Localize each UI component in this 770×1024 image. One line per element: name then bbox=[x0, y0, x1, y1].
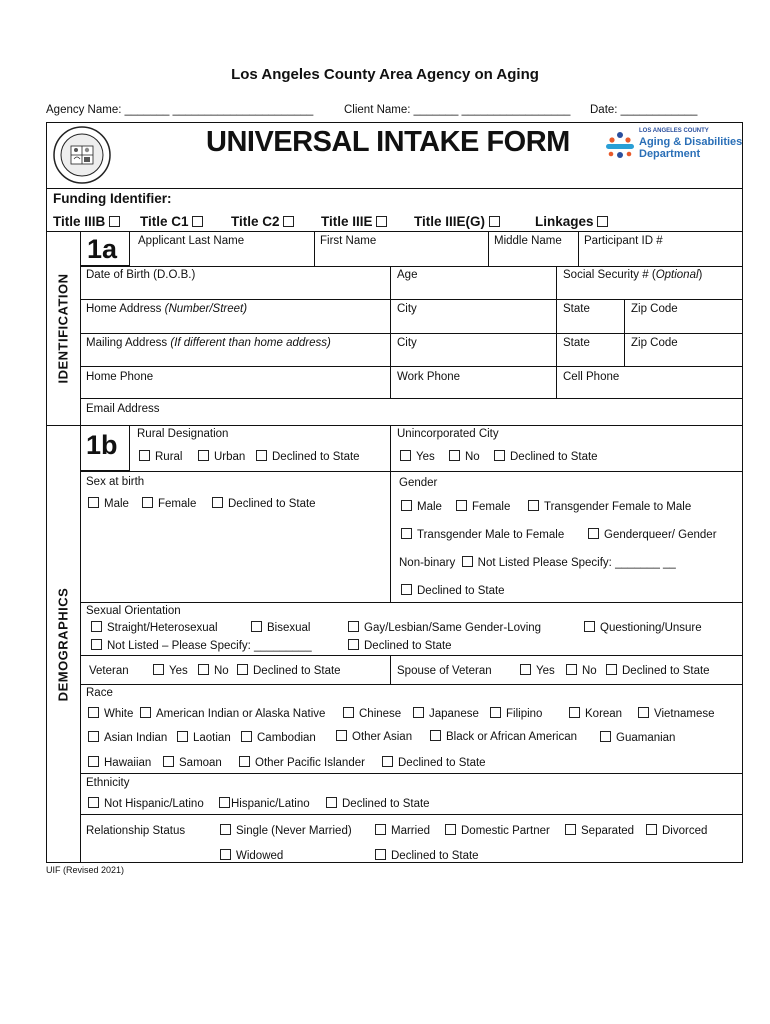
ethnicity-option-hispanic[interactable]: Hispanic/Latino bbox=[219, 797, 310, 811]
spouse-option-no[interactable]: No bbox=[566, 664, 597, 678]
sex-option-male[interactable]: Male bbox=[88, 497, 129, 511]
uninc-option-declined[interactable]: Declined to State bbox=[494, 450, 598, 464]
orientation-option-questioning[interactable]: Questioning/Unsure bbox=[584, 621, 702, 635]
home-state-field[interactable]: State bbox=[563, 303, 590, 315]
sex-option-female[interactable]: Female bbox=[142, 497, 196, 511]
gender-option-male[interactable]: Male bbox=[401, 500, 442, 514]
unincorporated-city-label: Unincorporated City bbox=[397, 428, 499, 440]
orientation-option-not-listed[interactable]: Not Listed – Please Specify: _________ bbox=[91, 639, 312, 653]
participant-id-field[interactable]: Participant ID # bbox=[584, 235, 663, 247]
spouse-of-veteran-label: Spouse of Veteran bbox=[397, 665, 492, 677]
relationship-option-separated[interactable]: Separated bbox=[565, 824, 634, 838]
race-label: Race bbox=[86, 687, 113, 699]
gender-option-trans-ftm[interactable]: Transgender Female to Male bbox=[528, 500, 691, 514]
race-option-japanese[interactable]: Japanese bbox=[413, 707, 479, 721]
section-1b-number: 1b bbox=[86, 430, 118, 460]
home-city-field[interactable]: City bbox=[397, 303, 417, 315]
spouse-option-declined[interactable]: Declined to State bbox=[606, 664, 710, 678]
dept-small-label: LOS ANGELES COUNTY bbox=[639, 128, 709, 134]
gender-option-genderqueer[interactable]: Genderqueer/ Gender bbox=[588, 528, 717, 542]
county-seal-icon bbox=[53, 126, 111, 184]
demographics-side-label: DEMOGRAPHICS bbox=[55, 587, 71, 702]
veteran-option-no[interactable]: No bbox=[198, 664, 229, 678]
sexual-orientation-label: Sexual Orientation bbox=[86, 605, 181, 617]
agency-name-field[interactable]: Agency Name: _______ ______________________ bbox=[46, 104, 314, 116]
gender-option-not-listed[interactable]: Non-binary Not Listed Please Specify: _______ __ bbox=[399, 557, 676, 569]
veteran-label: Veteran bbox=[89, 665, 129, 677]
spouse-option-yes[interactable]: Yes bbox=[520, 664, 555, 678]
race-option-chinese[interactable]: Chinese bbox=[343, 707, 401, 721]
first-name-field[interactable]: First Name bbox=[320, 235, 377, 247]
race-option-declined[interactable]: Declined to State bbox=[382, 756, 486, 770]
form-title: UNIVERSAL INTAKE FORM bbox=[206, 126, 570, 158]
funding-title-iiie[interactable]: Title IIIE bbox=[321, 214, 392, 230]
dob-field[interactable]: Date of Birth (D.O.B.) bbox=[86, 269, 196, 281]
orientation-option-gay[interactable]: Gay/Lesbian/Same Gender-Loving bbox=[348, 621, 541, 635]
org-title: Los Angeles County Area Agency on Aging bbox=[231, 66, 539, 83]
identification-side-label: IDENTIFICATION bbox=[55, 273, 71, 384]
ssn-field[interactable]: Social Security # (Optional) bbox=[563, 269, 703, 281]
cell-phone-field[interactable]: Cell Phone bbox=[563, 371, 620, 383]
race-option-filipino[interactable]: Filipino bbox=[490, 707, 542, 721]
funding-title-c1[interactable]: Title C1 bbox=[140, 214, 208, 230]
revision-note: UIF (Revised 2021) bbox=[46, 865, 125, 875]
date-field[interactable]: Date: ____________ bbox=[590, 104, 698, 116]
ethnicity-option-not-hispanic[interactable]: Not Hispanic/Latino bbox=[88, 797, 204, 811]
race-option-cambodian[interactable]: Cambodian bbox=[241, 731, 316, 745]
ethnicity-label: Ethnicity bbox=[86, 777, 130, 789]
gender-option-trans-mtf[interactable]: Transgender Male to Female bbox=[401, 528, 564, 542]
race-option-american-indian[interactable]: American Indian or Alaska Native bbox=[140, 707, 325, 721]
orientation-option-declined[interactable]: Declined to State bbox=[348, 639, 452, 653]
race-option-vietnamese[interactable]: Vietnamese bbox=[638, 707, 715, 721]
email-field[interactable]: Email Address bbox=[86, 403, 160, 415]
ad-department-logo-icon bbox=[604, 131, 636, 161]
race-option-asian-indian[interactable]: Asian Indian bbox=[88, 731, 167, 745]
sex-at-birth-label: Sex at birth bbox=[86, 476, 145, 488]
veteran-option-declined[interactable]: Declined to State bbox=[237, 664, 341, 678]
funding-title-iiieg[interactable]: Title IIIE(G) bbox=[414, 214, 505, 230]
applicant-last-name-field[interactable]: Applicant Last Name bbox=[138, 235, 245, 247]
home-zip-field[interactable]: Zip Code bbox=[631, 303, 678, 315]
section-1a-number: 1a bbox=[87, 234, 118, 264]
race-option-korean[interactable]: Korean bbox=[569, 707, 622, 721]
client-name-field[interactable]: Client Name: _______ _________________ bbox=[344, 104, 571, 116]
mailing-city-field[interactable]: City bbox=[397, 337, 417, 349]
rural-designation-label: Rural Designation bbox=[137, 428, 229, 440]
sex-option-declined[interactable]: Declined to State bbox=[212, 497, 316, 511]
mailing-zip-field[interactable]: Zip Code bbox=[631, 337, 678, 349]
uninc-option-no[interactable]: No bbox=[449, 450, 480, 464]
race-option-other-asian[interactable]: Other Asian bbox=[336, 730, 412, 744]
relationship-option-widowed[interactable]: Widowed bbox=[220, 849, 283, 863]
relationship-status-label: Relationship Status bbox=[86, 825, 186, 837]
relationship-option-single[interactable]: Single (Never Married) bbox=[220, 824, 352, 838]
race-option-samoan[interactable]: Samoan bbox=[163, 756, 222, 770]
race-option-laotian[interactable]: Laotian bbox=[177, 731, 231, 745]
funding-title-c2[interactable]: Title C2 bbox=[231, 214, 299, 230]
orientation-option-straight[interactable]: Straight/Heterosexual bbox=[91, 621, 218, 635]
uninc-option-yes[interactable]: Yes bbox=[400, 450, 435, 464]
race-option-other-pacific[interactable]: Other Pacific Islander bbox=[239, 756, 365, 770]
mailing-state-field[interactable]: State bbox=[563, 337, 590, 349]
orientation-option-bisexual[interactable]: Bisexual bbox=[251, 621, 310, 635]
race-option-white[interactable]: White bbox=[88, 707, 133, 721]
relationship-option-married[interactable]: Married bbox=[375, 824, 430, 838]
gender-label: Gender bbox=[399, 477, 438, 489]
race-option-black[interactable]: Black or African American bbox=[430, 730, 577, 744]
gender-option-female[interactable]: Female bbox=[456, 500, 510, 514]
rural-option-declined[interactable]: Declined to State bbox=[256, 450, 360, 464]
funding-linkages[interactable]: Linkages bbox=[535, 214, 613, 230]
work-phone-field[interactable]: Work Phone bbox=[397, 371, 461, 383]
race-option-hawaiian[interactable]: Hawaiian bbox=[88, 756, 151, 770]
age-field[interactable]: Age bbox=[397, 269, 418, 281]
gender-option-declined[interactable]: Declined to State bbox=[401, 584, 505, 598]
rural-option-urban[interactable]: Urban bbox=[198, 450, 245, 464]
ethnicity-option-declined[interactable]: Declined to State bbox=[326, 797, 430, 811]
relationship-option-divorced[interactable]: Divorced bbox=[646, 824, 707, 838]
funding-title-iiib[interactable]: Title IIIB bbox=[53, 214, 125, 230]
funding-identifier-label: Funding Identifier: bbox=[53, 191, 172, 206]
veteran-option-yes[interactable]: Yes bbox=[153, 664, 188, 678]
race-option-guamanian[interactable]: Guamanian bbox=[600, 731, 675, 745]
rural-option-rural[interactable]: Rural bbox=[139, 450, 182, 464]
home-address-field[interactable]: Home Address (Number/Street) bbox=[86, 303, 248, 315]
dept-name-line1: Aging & Disabilities bbox=[639, 136, 743, 148]
dept-name-line2: Department bbox=[639, 148, 701, 160]
home-phone-field[interactable]: Home Phone bbox=[86, 371, 154, 383]
relationship-option-domestic-partner[interactable]: Domestic Partner bbox=[445, 824, 550, 838]
mailing-address-field[interactable]: Mailing Address (If different than home address) bbox=[86, 337, 331, 349]
middle-name-field[interactable]: Middle Name bbox=[494, 235, 562, 247]
relationship-option-declined[interactable]: Declined to State bbox=[375, 849, 479, 863]
